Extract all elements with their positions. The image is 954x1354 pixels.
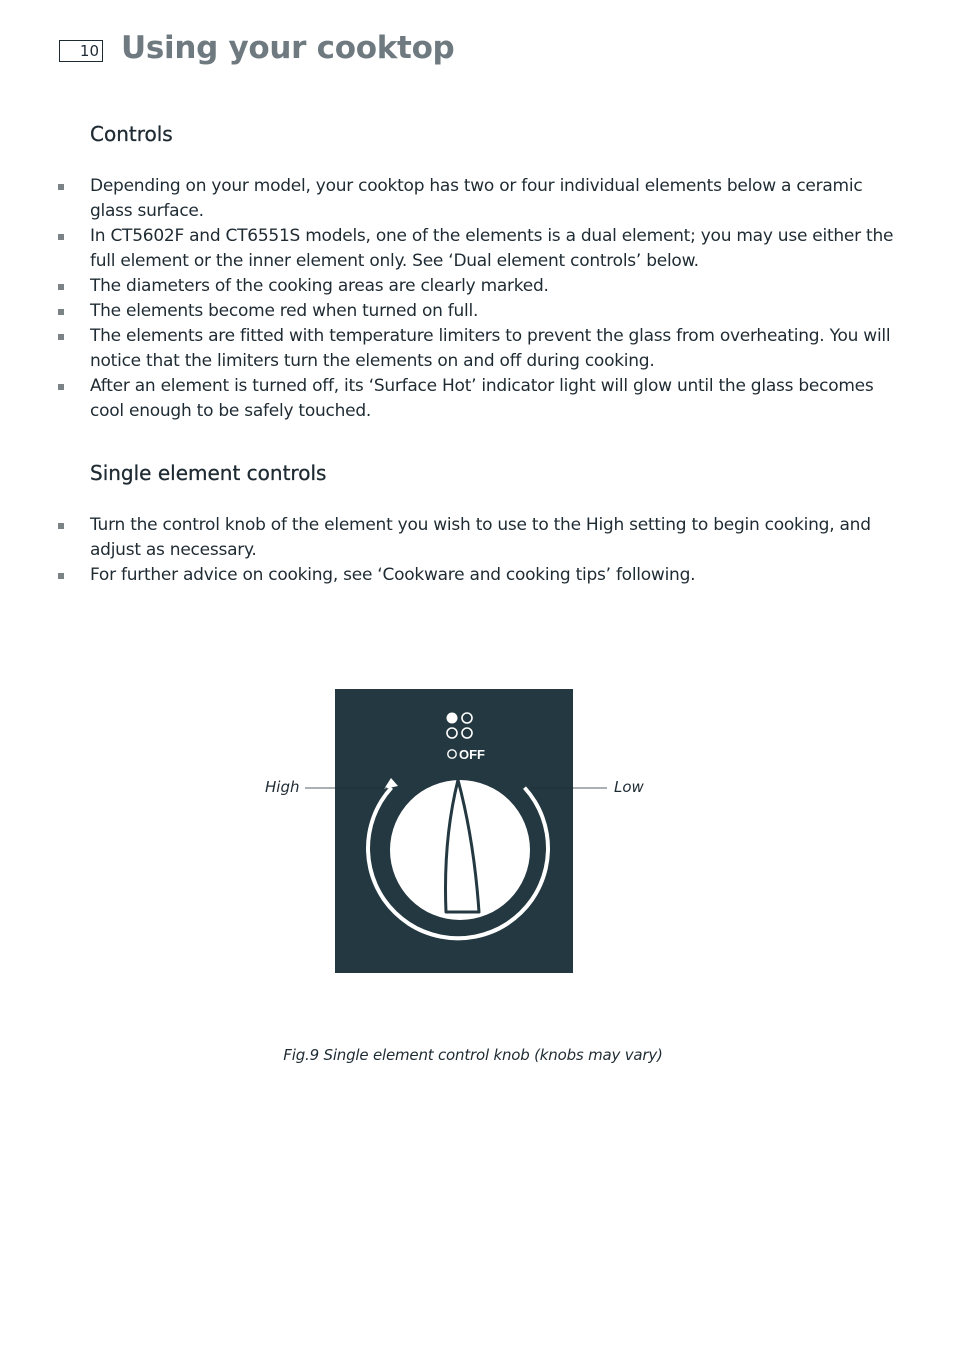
page-title: Using your cooktop — [121, 30, 455, 66]
list-item-text: The elements become red when turned on full. — [90, 301, 479, 321]
off-label: OFF — [459, 747, 485, 762]
list-item-text: Turn the control knob of the element you wish to use to the High setting to begin cooking, and adjust as necessary. — [90, 515, 871, 560]
label-high: High — [265, 778, 300, 796]
figure-caption: Fig.9 Single element control knob (knobs may vary) — [283, 1046, 663, 1064]
label-low: Low — [614, 778, 644, 796]
list-item-text: In CT5602F and CT6551S models, one of the elements is a dual element; you may use either the full element or the inner element only. See ‘Dual element controls’ below. — [90, 226, 894, 271]
section-heading-controls: Controls — [90, 122, 173, 146]
list-item-text: The diameters of the cooking areas are clearly marked. — [90, 276, 549, 296]
list-item-text: For further advice on cooking, see ‘Cookware and cooking tips’ following. — [90, 565, 696, 585]
list-item-text: The elements are fitted with temperature limiters to prevent the glass from overheating. You will notice that the limiters turn the elements on and off during cooking. — [90, 326, 891, 371]
section-heading-single-element-controls: Single element controls — [90, 461, 327, 485]
list-item-text: Depending on your model, your cooktop has two or four individual elements below a ceramic glass surface. — [90, 176, 863, 221]
list-item-text: After an element is turned off, its ‘Surface Hot’ indicator light will glow until the glass becomes cool enough to be safely touched. — [90, 376, 874, 421]
page-number: 10 — [59, 40, 103, 62]
